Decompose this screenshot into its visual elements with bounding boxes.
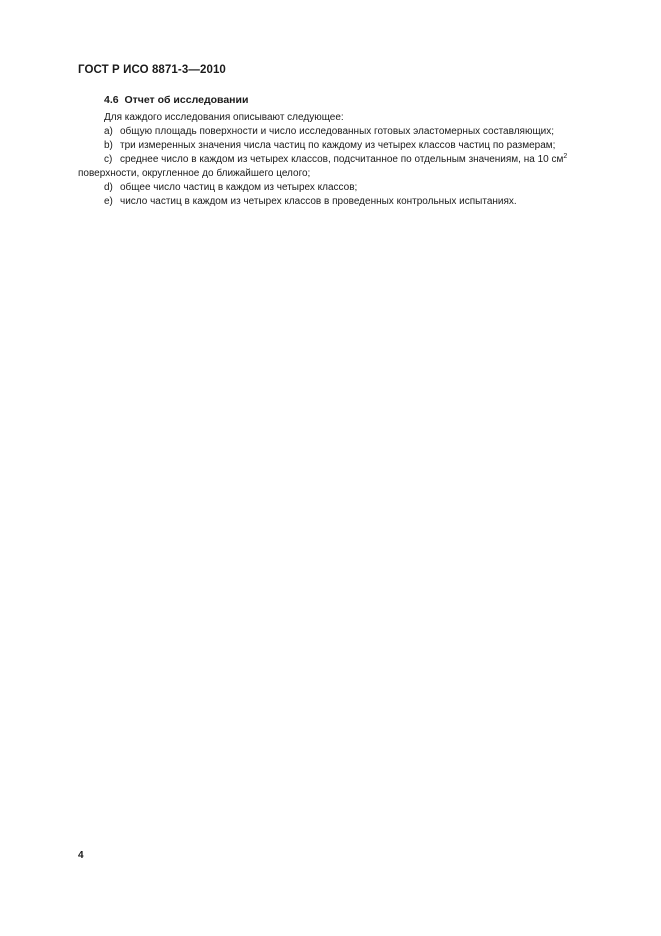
list-item-text: число частиц в каждом из четырех классов в проведенных контрольных испытаниях. [120,196,517,207]
section-number: 4.6 [104,94,119,106]
list-item-text: среднее число в каждом из четырех классов, подсчитанное по отдельным значениям, на 10 см [120,154,564,165]
list-item-label: c) [104,154,113,165]
list-item-c [78,153,644,167]
list-item-label: a) [104,126,113,137]
section-title: Отчет об исследовании [124,94,249,106]
list-item-a [78,125,644,139]
page-number: 4 [78,850,84,861]
list-item-label: e) [104,196,113,207]
list-item-label: d) [104,182,113,193]
list-item-c-continuation: поверхности, округленное до ближайшего целого; [78,168,311,179]
list-item-e [78,195,644,209]
section-heading [104,94,248,106]
section-intro: Для каждого исследования описывают следующее: [104,112,344,123]
list-item-text: три измеренных значения числа частиц по каждому из четырех классов частиц по размерам; [120,140,556,151]
list-item-text: общую площадь поверхности и число исследованных готовых эластомерных составляющих; [120,126,555,137]
list-item-b [78,139,644,153]
list-item-text: общее число частиц в каждом из четырех классов; [120,182,358,193]
superscript: 2 [563,153,568,160]
list-item-d [78,181,644,195]
document-header: ГОСТ Р ИСО 8871-3—2010 [78,64,226,76]
list-item-label: b) [104,140,113,151]
